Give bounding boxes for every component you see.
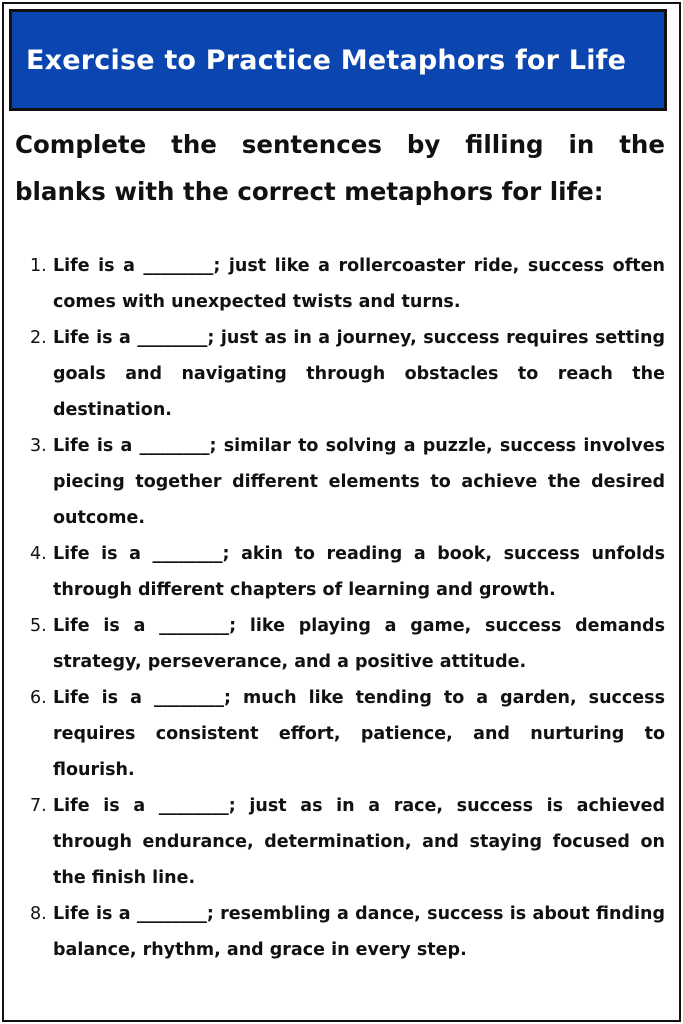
item-number: 8. <box>30 904 47 924</box>
item-text: Life is a ________; just like a rollercoaster ride, success often comes with unexpected twists and turns. <box>53 256 665 312</box>
list-item <box>0 896 665 968</box>
item-number: 2. <box>30 328 47 348</box>
list-item <box>0 248 665 320</box>
item-number: 7. <box>30 796 47 816</box>
item-number: 3. <box>30 436 47 456</box>
title-banner <box>9 9 667 111</box>
item-text: Life is a ________; just as in a journey, success requires setting goals and navigating through obstacles to reach the destination. <box>53 328 665 420</box>
item-number: 1. <box>30 256 47 276</box>
list-item <box>0 608 665 680</box>
list-item <box>0 536 665 608</box>
item-text: Life is a ________; akin to reading a book, success unfolds through different chapters of learning and growth. <box>53 544 665 600</box>
page-title: Exercise to Practice Metaphors for Life <box>26 44 627 76</box>
item-text: Life is a ________; resembling a dance, success is about finding balance, rhythm, and grace in every step. <box>53 904 665 960</box>
item-text: Life is a ________; similar to solving a puzzle, success involves piecing together different elements to achieve the desired outcome. <box>53 436 665 528</box>
list-item <box>0 788 665 896</box>
list-item <box>0 428 665 536</box>
item-text: Life is a ________; much like tending to a garden, success requires consistent effort, patience, and nurturing to flourish. <box>53 688 665 780</box>
list-item <box>0 320 665 428</box>
exercise-list <box>0 248 683 968</box>
item-number: 4. <box>30 544 47 564</box>
item-text: Life is a ________; just as in a race, success is achieved through endurance, determination, and staying focused on the finish line. <box>53 796 665 888</box>
instructions: Complete the sentences by filling in the blanks with the correct metaphors for life: <box>15 130 665 206</box>
item-number: 6. <box>30 688 47 708</box>
list-item <box>0 680 665 788</box>
item-number: 5. <box>30 616 47 636</box>
item-text: Life is a ________; like playing a game, success demands strategy, perseverance, and a positive attitude. <box>53 616 665 672</box>
